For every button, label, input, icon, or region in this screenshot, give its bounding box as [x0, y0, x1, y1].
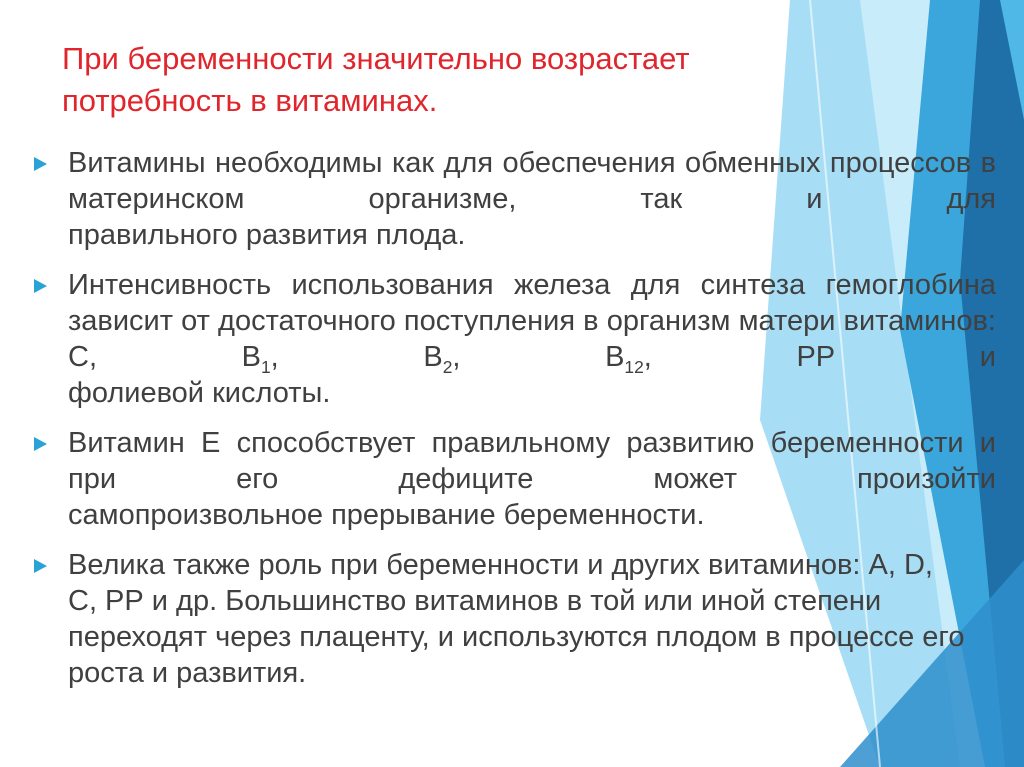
- bullet-2-text-d: , РР и: [643, 341, 996, 373]
- vitamin-b1-subscript: 1: [260, 356, 271, 377]
- vitamin-b12-subscript: 12: [624, 356, 644, 377]
- bullet-2-text-b: , В: [270, 341, 443, 373]
- bullet-list: [32, 145, 996, 705]
- bullet-arrow-icon: [34, 559, 47, 573]
- bullet-item-3: [32, 425, 996, 533]
- bullet-4-text: Велика также роль при беременности и других витаминов: А, D, С, РР и др. Большинство витаминов в той или иной степени переходят через плаценту, и используются плодом в процессе его роста и развития.: [68, 549, 965, 689]
- slide-title: При беременности значительно возрастает потребность в витаминах.: [62, 41, 690, 118]
- bullet-arrow-icon: [34, 437, 47, 451]
- vitamin-b2-subscript: 2: [442, 356, 453, 377]
- bullet-3-text: Витамин Е способствует правильному развитию беременности и при его дефиците может произойти: [68, 427, 996, 495]
- bullet-item-2: [32, 267, 996, 411]
- bullet-3-last-line: самопроизвольное прерывание беременности.: [68, 499, 705, 531]
- bullet-item-4: [32, 547, 968, 691]
- bullet-item-1: [32, 145, 996, 253]
- bullet-2-last-line: фолиевой кислоты.: [68, 377, 331, 409]
- bullet-1-text: Витамины необходимы как для обеспечения обменных процессов в материнском организме, так и для: [68, 147, 996, 215]
- bullet-1-last-line: правильного развития плода.: [68, 219, 466, 251]
- bullet-arrow-icon: [34, 279, 47, 293]
- bullet-2-text: Интенсивность использования железа для синтеза гемоглобина зависит от достаточного поступления в организм матери витаминов: С, В: [68, 269, 996, 373]
- bullet-2-text-c: , В: [452, 341, 625, 373]
- bullet-arrow-icon: [34, 157, 47, 171]
